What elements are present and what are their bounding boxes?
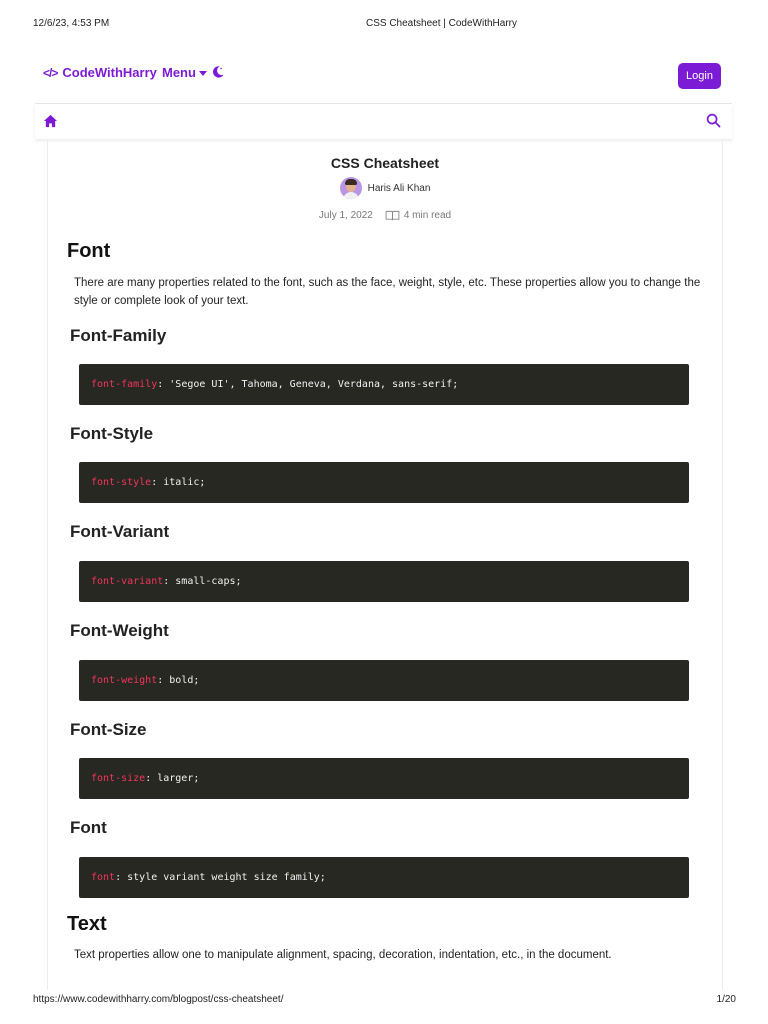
menu-dropdown[interactable] xyxy=(162,65,207,80)
author-name: Haris Ali Khan xyxy=(367,182,431,194)
section-heading-font: Font xyxy=(67,240,111,262)
read-time: 4 min read xyxy=(403,210,452,221)
code-value: : larger; xyxy=(145,773,200,784)
login-button[interactable]: Login xyxy=(678,63,721,89)
code-block-font-style xyxy=(79,462,689,503)
menu-label: Menu xyxy=(162,65,196,80)
text-intro: Text properties allow one to manipulate alignment, spacing, decoration, indentation, etc., in the document. xyxy=(74,949,612,961)
avatar xyxy=(340,177,362,199)
code-prop: font-weight xyxy=(91,675,158,686)
print-datetime: 12/6/23, 4:53 PM xyxy=(33,18,110,29)
code-prop: font xyxy=(91,872,116,883)
heading-font-weight: Font-Weight xyxy=(70,621,169,640)
code-block-font-shorthand xyxy=(79,857,689,898)
section-heading-text: Text xyxy=(67,913,107,935)
publish-date: July 1, 2022 xyxy=(318,210,373,221)
book-icon xyxy=(385,210,400,221)
caret-down-icon xyxy=(199,71,207,76)
print-page-number: 1/20 xyxy=(716,994,736,1005)
home-icon[interactable] xyxy=(43,114,58,128)
code-value: : style variant weight size family; xyxy=(115,872,326,883)
search-icon[interactable] xyxy=(706,113,721,128)
heading-font-shorthand: Font xyxy=(70,818,107,837)
code-prop: font-family xyxy=(91,379,158,390)
article-meta xyxy=(48,210,722,221)
code-value: : bold; xyxy=(157,675,200,686)
heading-font-size: Font-Size xyxy=(70,720,147,739)
code-icon: </> xyxy=(43,65,58,80)
heading-font-style: Font-Style xyxy=(70,424,154,443)
print-page-title: CSS Cheatsheet | CodeWithHarry xyxy=(366,18,517,29)
code-block-font-variant xyxy=(79,561,689,602)
code-prop: font-variant xyxy=(91,576,164,587)
heading-font-family: Font-Family xyxy=(70,326,167,345)
navbar xyxy=(35,48,732,104)
brand-name: CodeWithHarry xyxy=(62,65,157,80)
brand-logo[interactable] xyxy=(43,65,157,80)
author-line[interactable] xyxy=(48,177,722,199)
code-value: : small-caps; xyxy=(163,576,242,587)
print-url: https://www.codewithharry.com/blogpost/css-cheatsheet/ xyxy=(33,994,284,1005)
sub-navbar xyxy=(35,104,732,139)
code-block-font-weight xyxy=(79,660,689,701)
code-value: : 'Segoe UI', Tahoma, Geneva, Verdana, sans-serif; xyxy=(157,379,459,390)
moon-icon[interactable] xyxy=(211,65,225,79)
code-value: : italic; xyxy=(151,477,206,488)
heading-font-variant: Font-Variant xyxy=(70,522,170,541)
code-prop: font-size xyxy=(91,773,146,784)
code-prop: font-style xyxy=(91,477,152,488)
article-title: CSS Cheatsheet xyxy=(330,155,440,171)
code-block-font-family xyxy=(79,364,689,405)
article-content xyxy=(47,140,723,990)
code-block-font-size xyxy=(79,758,689,799)
font-intro: There are many properties related to the font, such as the face, weight, style, etc. These properties allow you to change the style or complete look of your text. xyxy=(74,277,701,307)
